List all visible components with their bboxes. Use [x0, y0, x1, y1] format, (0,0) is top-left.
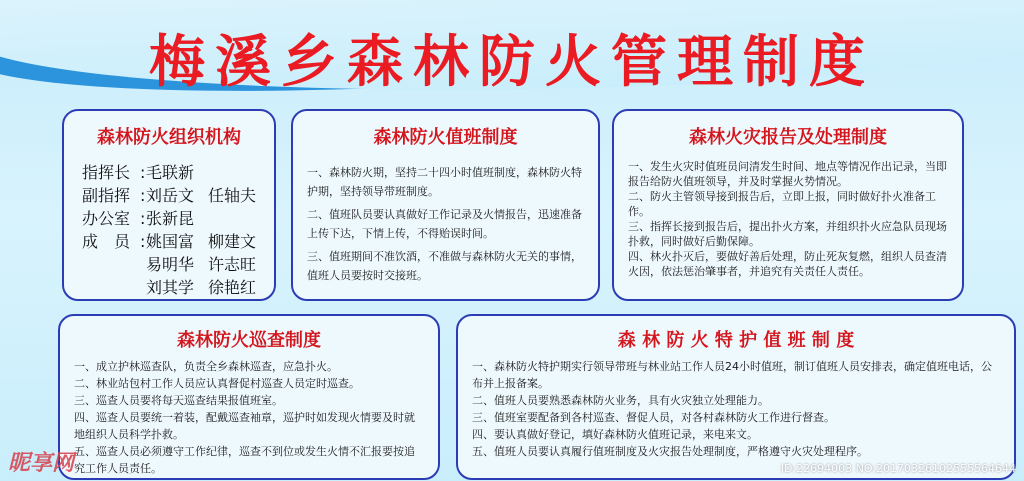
org-role-label: [82, 253, 140, 276]
special-item: 二、值班人员要熟悉森林防火业务，具有火灾独立处理能力。: [472, 394, 769, 407]
patrol-body: [60, 358, 438, 477]
org-row: [82, 230, 256, 253]
watermark-id: ID:22694003 NO:20170326102555564644: [780, 462, 1016, 475]
org-member-names: [146, 230, 256, 253]
report-item: 一、发生火灾时值班员问清发生时间、地点等情况作出记录，当即报告给防火值班领导，并及时掌握火势情况。: [628, 160, 947, 188]
org-member-name: 任轴夫: [207, 186, 256, 205]
org-separator: :: [140, 209, 146, 228]
report-item: 三、指挥长接到报告后，提出扑火方案，并组织扑火应急队员现场扑救，同时做好后勤保障。: [628, 220, 947, 248]
duty-item: 三、值班期间不准饮酒，不准做与森林防火无关的事情，值班人员要按时交接班。: [307, 250, 582, 282]
org-row: [82, 207, 256, 230]
org-member-name: 刘其学: [145, 278, 194, 297]
org-role-label: 副指挥: [82, 186, 131, 205]
duty-title: 森林防火值班制度: [373, 127, 518, 148]
org-row: [82, 184, 256, 207]
report-item: 四、林火扑灭后，要做好善后处理，防止死灰复燃，组织人员查清火因，依法惩治肇事者，并追究有关责任人责任。: [628, 250, 947, 278]
org-member-names: [146, 253, 256, 276]
special-item: 四、要认真做好登记，填好森林防火值班记录，来电来文。: [472, 428, 758, 441]
org-separator: :: [139, 232, 146, 251]
watermark-logo: 昵享网: [8, 451, 75, 476]
patrol-title: 森林防火巡查制度: [177, 330, 321, 351]
org-separator: :: [140, 163, 146, 182]
org-role-label: [82, 276, 140, 299]
report-panel: [612, 109, 964, 301]
patrol-item: 四、巡查人员要统一着装，配戴巡查袖章，巡护时如发现火情要及时就地组织人员科学扑救。: [74, 411, 415, 441]
org-member-name: 姚国富: [145, 232, 194, 251]
special-item: 一、森林防火特护期实行领导带班与林业站工作人员24小时值班，制订值班人员安排表，确定值班电话，公布并上报备案。: [472, 360, 992, 390]
org-member-names: [146, 207, 194, 230]
duty-item: 二、值班队员要认真做好工作记录及火情报告，迅速准备上传下达，下情上传，不得贻误时间。: [307, 208, 582, 240]
org-row: [82, 276, 256, 299]
special-panel: [456, 314, 1016, 480]
org-member-name: 刘岳文: [145, 186, 194, 205]
org-member-name: 易明华: [145, 255, 194, 274]
duty-panel: [291, 109, 600, 301]
patrol-panel: [58, 314, 440, 480]
special-item: 五、值班人员要认真履行值班制度及火灾报告处理制度，严格遵守火灾处理程序。: [472, 445, 868, 458]
org-title: 森林防火组织机构: [97, 127, 241, 148]
org-role-label: 指挥长: [82, 163, 131, 182]
patrol-item: 二、林业站包村工作人员应认真督促村巡查人员定时巡查。: [74, 377, 360, 390]
org-member-names: [146, 161, 194, 184]
org-row: [82, 161, 256, 184]
report-title: 森林火灾报告及处理制度: [689, 127, 887, 148]
duty-item: 一、森林防火期，坚持二十四小时值班制度，森林防火特护期，坚持领导带班制度。: [307, 166, 582, 198]
org-separator: :: [139, 186, 146, 205]
org-role-label: 成 员: [82, 232, 131, 251]
org-member-name: 毛联新: [146, 163, 195, 182]
special-item: 三、值班室要配备到各村巡查、督促人员，对各村森林防火工作进行督查。: [472, 411, 835, 424]
report-body: [614, 159, 962, 279]
duty-body: [293, 163, 598, 285]
org-member-names: [146, 184, 256, 207]
org-member-name: 张新昆: [146, 209, 195, 228]
org-row: [82, 253, 256, 276]
page-title: 梅溪乡森林防火管理制度: [149, 30, 875, 95]
special-body: [458, 358, 1014, 460]
org-member-name: 柳建文: [207, 232, 256, 251]
patrol-item: 一、成立护林巡查队，负责全乡森林巡查，应急扑火。: [74, 360, 338, 373]
org-list: [64, 161, 274, 299]
org-member-name: 徐艳红: [207, 278, 256, 297]
org-member-name: 许志旺: [207, 255, 256, 274]
patrol-item: 三、巡查人员要将每天巡查结果报值班室。: [74, 394, 283, 407]
patrol-item: 五、巡查人员必须遵守工作纪律，巡查不到位或发生火情不汇报要按追究工作人员责任。: [74, 445, 415, 475]
org-member-names: [146, 276, 256, 299]
org-role-label: 办公室: [82, 209, 131, 228]
report-item: 二、防火主管领导接到报告后，立即上报，同时做好扑火准备工作。: [628, 190, 936, 218]
org-panel: [62, 109, 276, 301]
special-title: 森 林 防 火 特 护 值 班 制 度: [617, 330, 855, 351]
